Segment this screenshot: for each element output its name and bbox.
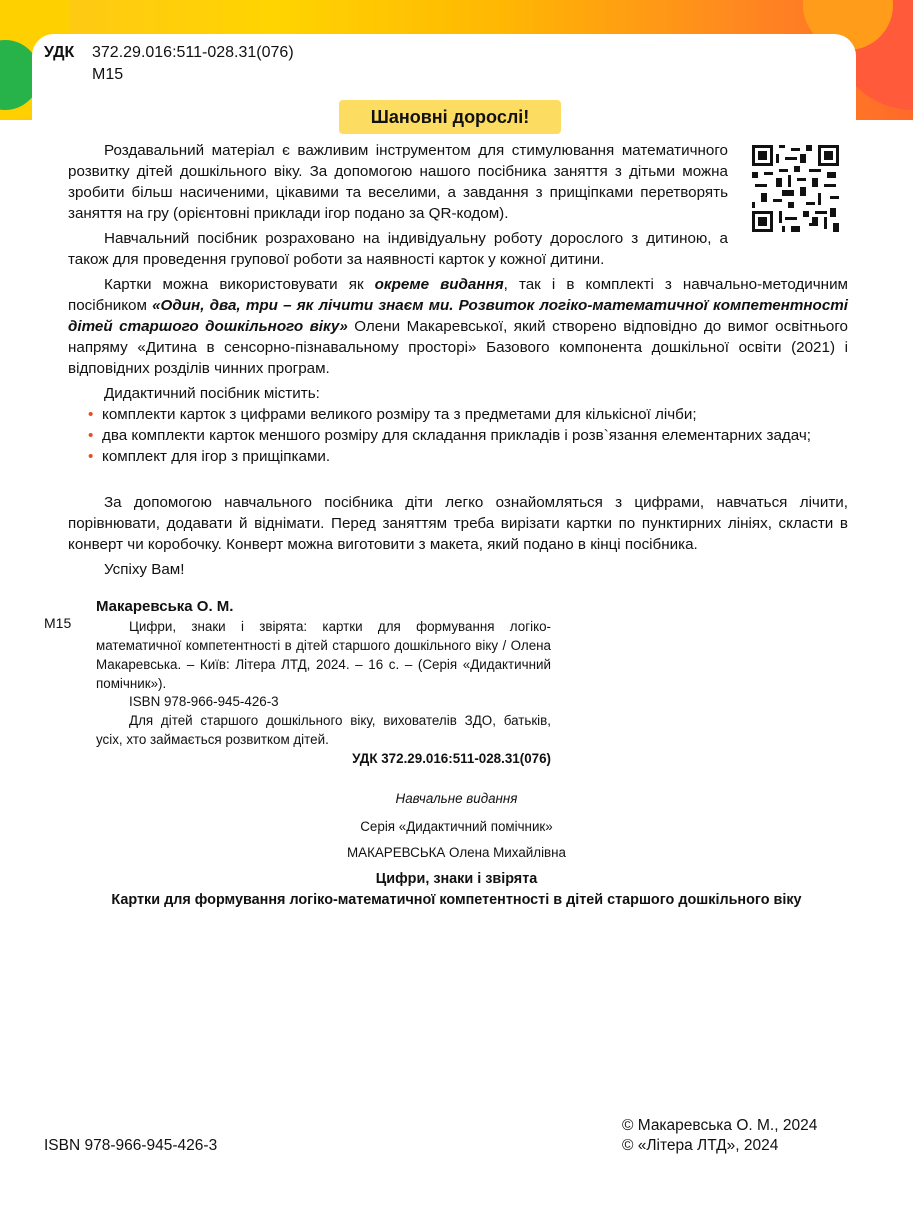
footer-isbn: ISBN 978-966-945-426-3	[44, 1137, 218, 1154]
list-item	[88, 446, 848, 467]
list-item-text: комплекти карток з цифрами великого розміру та з предметами для кількісної лічби;	[102, 406, 697, 423]
intro-text-1: Роздавальний матеріал є важливим інструментом для стимулювання математичного розвитку дітей дошкільного віку. За допомогою нашого посібника заняття з дітьми можна зробити більш насиченими, цікавими та веселими, а завдання з прищіпками перетворять заняття на гру (орієнтовні приклади ігор подано за QR-кодом).	[68, 142, 728, 222]
list-item	[88, 404, 848, 425]
book-title: Цифри, знаки і звірята	[375, 871, 538, 887]
qr-code-icon	[752, 145, 839, 232]
author-full-name: МАКАРЕВСЬКА Олена Михайлівна	[346, 845, 567, 860]
intro-text-3c: , так і в комплекті з навчально-методичним посібником	[68, 276, 848, 314]
copyright-publisher: © «Літера ЛТД», 2024	[622, 1137, 779, 1154]
intro-text-5: За допомогою навчального посібника діти легко ознайомляться з цифрами, навчаться лічити, порівнювати, додавати й віднімати. Перед заняттям треба вирізати картки по пунктирних лініях, скласти в конверт чи коробочку. Конверт можна виготовити з макета, який подано в кінці посібника.	[68, 494, 848, 553]
intro-paragraph-1	[68, 140, 728, 224]
catalog-isbn: ISBN 978-966-945-426-3	[129, 694, 279, 709]
series-name: Серія «Дидактичний помічник»	[360, 819, 553, 834]
emphasis-separate-edition: окреме видання	[374, 276, 504, 293]
copyright-author: © Макаревська О. М., 2024	[622, 1117, 818, 1134]
closing-text: Успіху Вам!	[104, 561, 185, 578]
udk-label: УДК	[44, 44, 75, 61]
intro-paragraph-4	[68, 383, 848, 404]
list-item-text: комплект для ігор з прищіпками.	[102, 448, 331, 465]
page-title: Шановні дорослі!	[339, 100, 561, 134]
list-item	[88, 425, 848, 446]
intro-text-3	[68, 274, 848, 379]
intro-paragraph-5	[68, 492, 848, 555]
bullet-icon: •	[88, 406, 94, 423]
catalog-author: Макаревська О. М.	[96, 598, 234, 615]
list-item-text: два комплекти карток меншого розміру для складання прикладів і розв`язання елементарних задач;	[102, 427, 812, 444]
catalog-index: М15	[44, 615, 72, 631]
intro-text-2: Навчальний посібник розраховано на індивідуальну роботу дорослого з дитиною, а також для проведення групової роботи за наявності карток у кожної дитини.	[68, 230, 728, 268]
intro-text-3a: Картки можна використовувати як	[104, 276, 375, 293]
catalog-udk: УДК 372.29.016:511-028.31(076)	[352, 751, 551, 766]
catalog-description: Цифри, знаки і звірята: картки для формування логіко-математичної компетентності в дітей старшого дошкільного віку / Олена Макаревська. – Київ: Літера ЛТД, 2024. – 16 с. – (Серія «Дидактичний помічник»).	[96, 619, 551, 691]
intro-text-4: Дидактичний посібник містить:	[104, 385, 320, 402]
intro-paragraph-2	[68, 228, 728, 270]
book-subtitle: Картки для формування логіко-математичної компетентності в дітей старшого дошкільного віку	[111, 892, 802, 908]
bullet-icon: •	[88, 427, 94, 444]
contents-list	[88, 404, 848, 467]
index-code: М15	[92, 66, 124, 83]
udk-code: 372.29.016:511-028.31(076)	[92, 44, 294, 61]
catalog-audience: Для дітей старшого дошкільного віку, вихователів ЗДО, батьків, усіх, хто займається розвитком дітей.	[96, 713, 551, 747]
intro-text-3e: Олени Макаревської, який створено відповідно до вимог освітнього напряму «Дитина в сенсорно-пізнавальному просторі» Базового компонента дошкільної освіти (2021) і відповідних розділів чинних програм.	[68, 318, 848, 377]
bullet-icon: •	[88, 448, 94, 465]
edition-type: Навчальне видання	[395, 791, 518, 806]
intro-paragraph-3	[68, 274, 848, 379]
emphasis-companion-book: «Один, два, три – як лічити знаєм ми. Розвиток логіко-математичної компетентності дітей старшого дошкільного віку»	[68, 297, 848, 335]
intro-paragraph-6	[68, 559, 848, 580]
